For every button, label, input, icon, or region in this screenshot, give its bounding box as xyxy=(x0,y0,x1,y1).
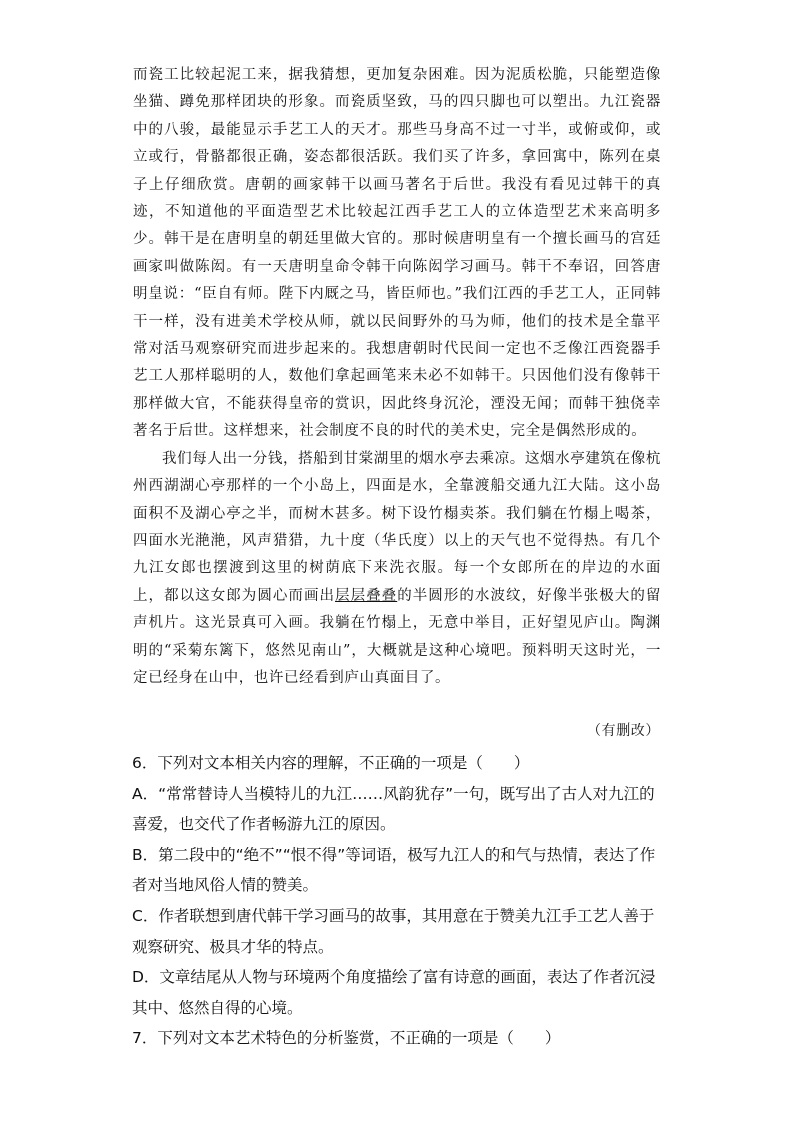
question-6-option-b: B．第二段中的“绝不”“恨不得”等词语，极写九江人的和气与热情，表达了作者对当地风俗人情的赞美。 xyxy=(132,845,656,895)
question-6-option-d: D．文章结尾从人物与环境两个角度描绘了富有诗意的画面，表达了作者沉浸其中、悠然自得的心境。 xyxy=(132,968,656,1017)
passage-paragraph-2 xyxy=(133,446,661,693)
passage-paragraph-2-part-1: 我们每人出一分钱，搭船到甘棠湖里的烟水亭去乘凉。这烟水亭建筑在像杭州西湖湖心亭那样的一个小岛上，四面是水，全靠渡船交通九江大陆。这小岛面积不及湖心亭之半，而树木甚多。树下设竹榻卖茶。我们躺在竹榻上喝茶，四面水光滟滟，风声猎猎，九十度（华氏度）以上的天气也不觉得热。有几个九江女郎也摆渡到这里的树荫底下来洗衣服。每一个女郎所在的岸边的水面上，都以这女郎为圆心而画出 xyxy=(133,450,661,604)
reading-passage xyxy=(133,62,661,692)
source-note: （有删改） xyxy=(587,723,660,739)
question-section xyxy=(132,748,664,1054)
question-7-stem: 7．下列对文本艺术特色的分析鉴赏，不正确的一项是（ ） xyxy=(132,1029,561,1048)
question-6-stem: 6．下列对文本相关内容的理解，不正确的一项是（ ） xyxy=(132,754,530,772)
passage-paragraph-2-part-2: 的半圆形的水波纹，好像半张极大的留声机片。这光景真可入画。我躺在竹榻上，无意中举目，正好望见庐山。陶渊明的“采菊东篱下，悠然见南山”，大概就是这种心境吧。预料明天这时光，一定已经身在山中，也许已经看到庐山真面目了。 xyxy=(133,587,661,686)
question-6-option-c: C．作者联想到唐代韩干学习画马的故事，其用意在于赞美九江手工艺人善于观察研究、极具才华的特点。 xyxy=(132,906,655,956)
underlined-phrase: 层层叠叠 xyxy=(335,587,398,604)
passage-paragraph-1: 而瓷工比较起泥工来，据我猜想，更加复杂困难。因为泥质松脆，只能塑造像坐猫、蹲免那样团块的形象。而瓷质坚致，马的四只脚也可以塑出。九江瓷器中的八骏，最能显示手艺工人的天才。那些马身高不过一寸半，或俯或仰，或立或行，骨骼都很正确，姿态都很活跃。我们买了许多，拿回寓中，陈列在桌子上仔细欣赏。唐朝的画家韩干以画马著名于后世。我没有看见过韩干的真迹，不知道他的平面造型艺术比较起江西手艺工人的立体造型艺术来高明多少。韩干是在唐明皇的朝廷里做大官的。那时候唐明皇有一个擅长画马的宫廷画家叫做陈闳。有一天唐明皇命令韩干向陈闳学习画马。韩干不奉诏，回答唐明皇说：“臣自有师。陛下内厩之马，皆臣师也。”我们江西的手艺工人，正同韩干一样，没有进美术学校从师，就以民间野外的马为师，他们的技术是全靠平常对活马观察研究而进步起来的。我想唐朝时代民间一定也不乏像江西瓷器手艺工人那样聪明的人，数他们拿起画笔来未必不如韩干。只因他们没有像韩干那样做大官，不能获得皇帝的赏识，因此终身沉沦，湮没无闻；而韩干独侥幸著名于后世。这样想来，社会制度不良的时代的美术史，完全是偶然形成的。 xyxy=(133,67,661,440)
question-6-option-a: A．“常常替诗人当模特儿的九江……风韵犹存”一句，既写出了古人对九江的喜爱，也交代了作者畅游九江的原因。 xyxy=(132,784,655,834)
